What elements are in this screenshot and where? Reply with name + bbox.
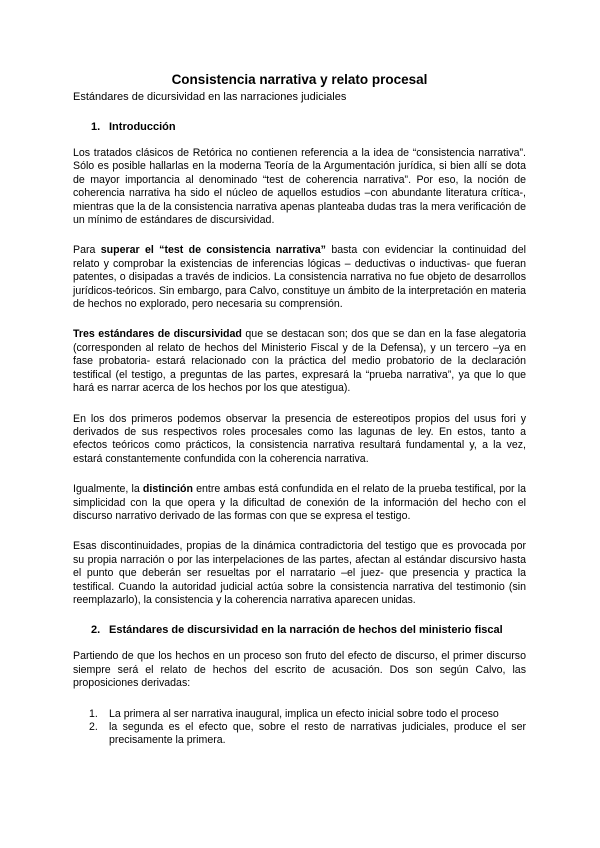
list-item xyxy=(73,708,526,721)
paragraph-5-pre: Igualmente, la xyxy=(73,483,143,496)
paragraph-2-post: basta con evidenciar la continuidad del relato y comprobar la existencias de inferencias lógicas – deductivas o inductivas- que fueran patentes, o disipadas a través de indicios. La consistencia narrativa no fue objeto de desarrollos jurídicos-teóricos. Sin embargo, para Calvo, constituye un ámbito de la interpretación en materia de hechos no explorado, pero necesaria su comprensión. xyxy=(73,244,526,311)
list-item xyxy=(73,721,526,748)
paragraph-6: Esas discontinuidades, propias de la dinámica contradictoria del testigo que es provocada por su propia narración o por las interpelaciones de las partes, afectan al estándar discursivo hasta el punto que deberán ser resueltas por el narratario –el juez- que presencia y practica la testifical. Cuando la autoridad judicial actúa sobre la consistencia narrativa del testimonio (sin reemplazarlo), la consistencia y la coherencia narrativa aparecen unidas. xyxy=(73,540,526,606)
document-title: Consistencia narrativa y relato procesal xyxy=(171,72,428,87)
section-number: 2. xyxy=(91,624,101,637)
document-page xyxy=(73,72,526,748)
section-heading-introduccion xyxy=(91,121,526,133)
paragraph-1: Los tratados clásicos de Retórica no contienen referencia a la idea de “consistencia narrativa”. Sólo es posible hallarlas en la moderna Teoría de la Argumentación jurídica, si bien allí se dota de mayor importancia al denominado “test de coherencia narrativa”. Por eso, la noción de coherencia narrativa ha sido el núcleo de aquellos estudios –con abundante literatura crítica-, mientras que la de la consistencia narrativa apenas planteaba dudas tras la mera verificación de un mínimo de estándares de discursividad. xyxy=(73,147,526,227)
paragraph-3-post: que se destacan son; dos que se dan en la fase alegatoria (corresponden al relato de hechos del Ministerio Fiscal y de la Defensa), y un tercero –ya en fase probatoria- estará relacionado con la práctica del medio probatorio de la declaración testifical (el testigo, a preguntas de las partes, expresará la “prueba narrativa”, ya que lo que hará es narrar acerca de los hechos por los que atestigua). xyxy=(73,328,526,395)
section-number: 1. xyxy=(91,121,101,133)
section-title: Estándares de discursividad en la narración de hechos del ministerio fiscal xyxy=(109,624,503,637)
paragraph-3 xyxy=(73,328,526,395)
paragraph-2-bold: superar el “test de consistencia narrativa” xyxy=(100,244,326,257)
numbered-list xyxy=(73,708,526,748)
paragraph-5-bold: distinción xyxy=(142,483,193,496)
section-title: Introducción xyxy=(109,121,176,133)
list-item-number: 1. xyxy=(89,707,98,720)
paragraph-5-post: entre ambas está confundida en el relato de la prueba testifical, por la simplicidad con la que opera y la dificultad de conexión de la información del hecho con el discurso narrativo derivado de las formas con que se expresa el testigo. xyxy=(73,483,526,522)
document-subtitle: Estándares de dicursividad en las narraciones judiciales xyxy=(73,91,347,103)
list-item-number: 2. xyxy=(89,721,98,733)
paragraph-3-bold: Tres estándares de discursividad xyxy=(73,328,242,341)
paragraph-5 xyxy=(73,483,526,523)
paragraph-7: Partiendo de que los hechos en un proceso son fruto del efecto de discurso, el primer discurso siempre será el relato de hechos del escrito de acusación. Dos son según Calvo, las proposiciones derivadas: xyxy=(73,650,526,690)
list-item-text: La primera al ser narrativa inaugural, implica un efecto inicial sobre todo el proceso xyxy=(109,707,499,720)
paragraph-4: En los dos primeros podemos observar la presencia de estereotipos propios del usus fori y derivados de sus respectivos roles procesales como las lagunas de ley. En estos, tanto a efectos teóricos como prácticos, la consistencia narrativa resultará fundamental y, a la vez, estará constantemente confundida con la coherencia narrativa. xyxy=(73,412,526,465)
list-item-text: la segunda es el efecto que, sobre el resto de narrativas judiciales, produce el ser precisamente la primera. xyxy=(109,721,526,747)
paragraph-2 xyxy=(73,244,526,311)
section-heading-estandares xyxy=(91,624,526,636)
paragraph-2-pre: Para xyxy=(73,244,101,257)
